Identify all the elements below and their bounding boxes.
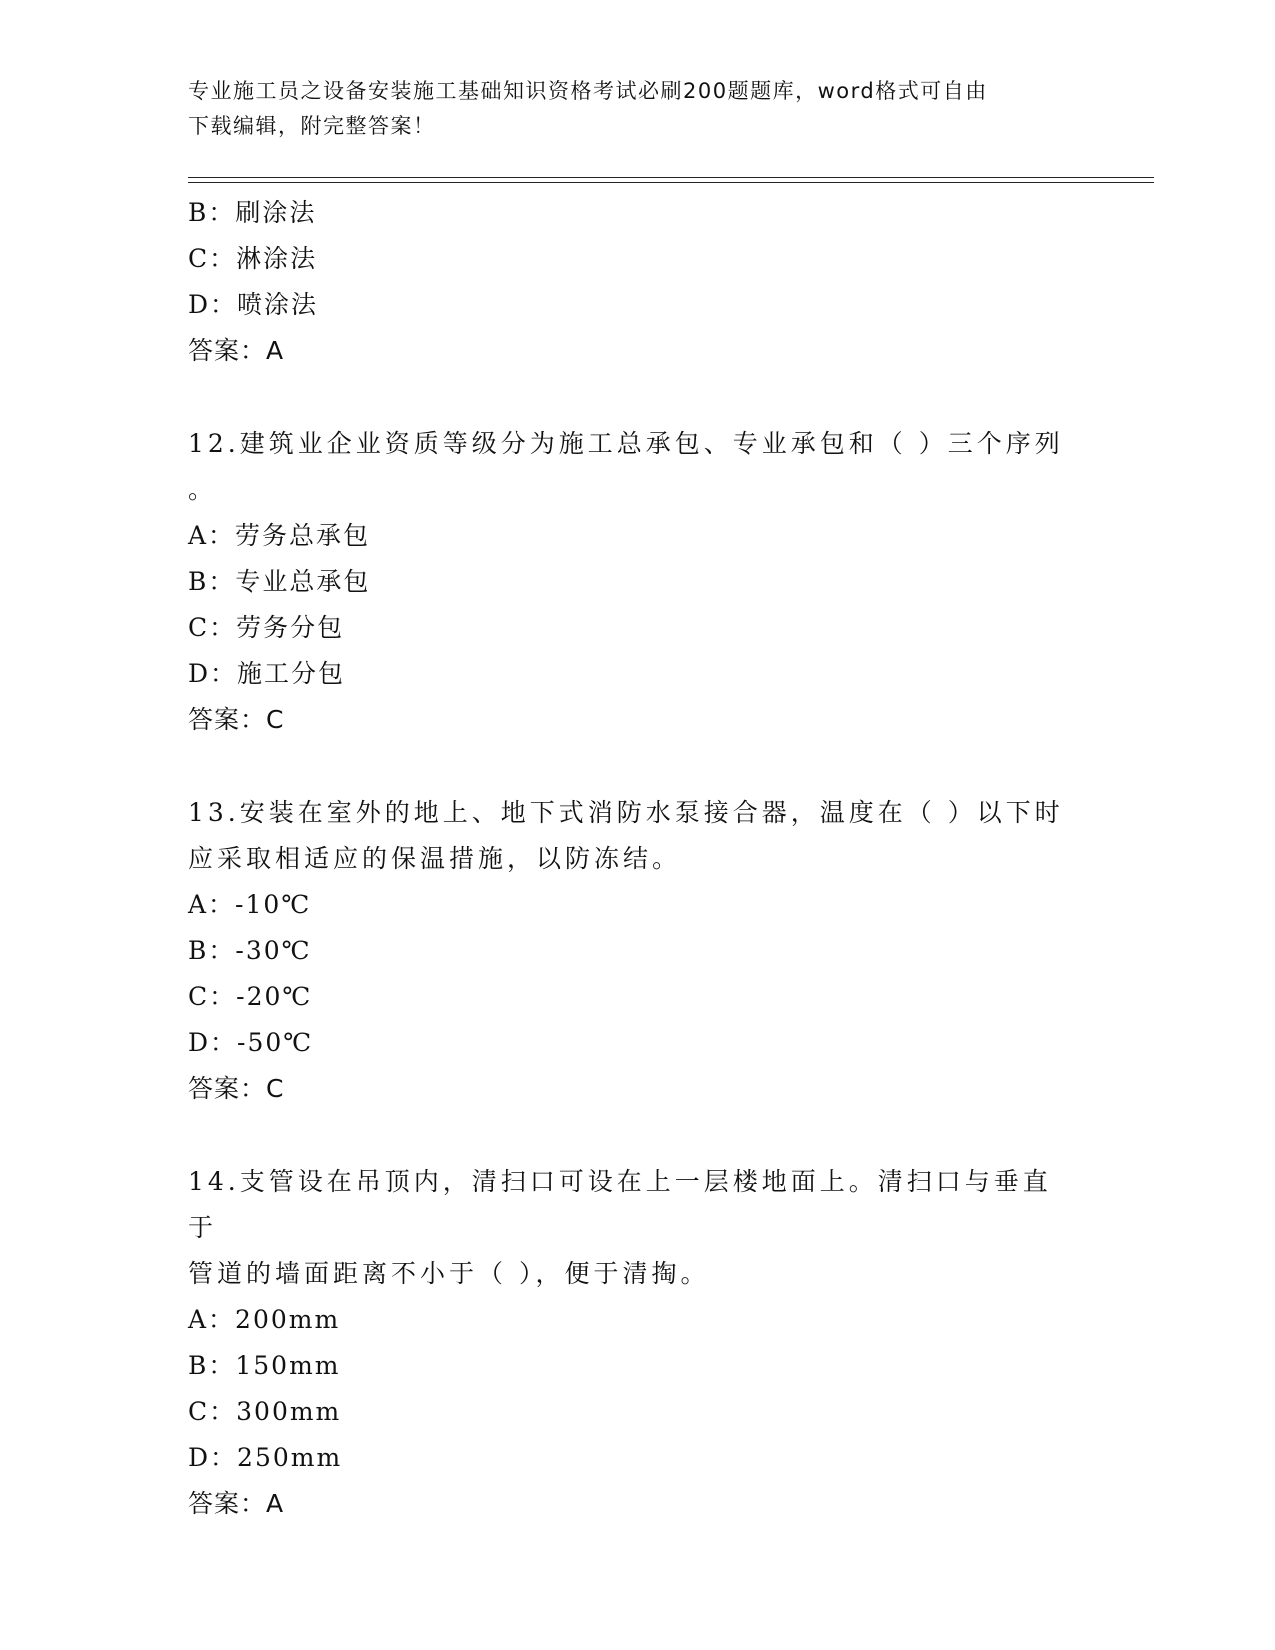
header-line-1: 专业施工员之设备安装施工基础知识资格考试必刷200题题库，word格式可自由 <box>188 79 988 103</box>
option-c: C：-20℃ <box>188 982 313 1011</box>
option-b: B：刷涂法 <box>188 198 317 227</box>
option-b: B：150mm <box>188 1351 341 1380</box>
answer-line: 答案：C <box>188 705 285 734</box>
header-divider-bottom <box>188 182 1154 183</box>
question-stem-line-2: 。 <box>188 475 218 504</box>
question-stem-line-2: 管道的墙面距离不小于（ ），便于清掏。 <box>188 1259 710 1288</box>
question-stem <box>188 790 1068 882</box>
option-a: A：劳务总承包 <box>188 521 371 550</box>
option-d: D：喷涂法 <box>188 290 319 319</box>
question-14 <box>188 1159 1108 1527</box>
option-c: C：淋涂法 <box>188 244 318 273</box>
question-stem-line-1: 12.建筑业企业资质等级分为施工总承包、专业承包和（ ）三个序列 <box>188 429 1064 458</box>
prev-question-block <box>188 190 1108 374</box>
document-header <box>188 74 1088 144</box>
option-c: C：劳务分包 <box>188 613 345 642</box>
option-d: D：施工分包 <box>188 659 346 688</box>
question-stem-line-1: 13.安装在室外的地上、地下式消防水泵接合器，温度在（ ）以下时 <box>188 798 1064 827</box>
option-c: C：300mm <box>188 1397 342 1426</box>
question-stem <box>188 421 1068 513</box>
option-d: D：250mm <box>188 1443 343 1472</box>
question-13 <box>188 790 1108 1112</box>
answer-line: 答案：C <box>188 1074 285 1103</box>
option-a: A：-10℃ <box>188 890 312 919</box>
option-b: B：专业总承包 <box>188 567 371 596</box>
option-a: A：200mm <box>188 1305 341 1334</box>
header-line-2: 下载编辑，附完整答案！ <box>188 114 436 138</box>
option-b: B：-30℃ <box>188 936 312 965</box>
header-divider-top <box>188 177 1154 178</box>
question-list <box>188 190 1108 1527</box>
answer-line: 答案：A <box>188 336 285 365</box>
option-d: D：-50℃ <box>188 1028 314 1057</box>
question-stem <box>188 1159 1068 1297</box>
answer-line: 答案：A <box>188 1489 285 1518</box>
question-stem-line-2: 应采取相适应的保温措施，以防冻结。 <box>188 844 682 873</box>
question-12 <box>188 421 1108 743</box>
question-stem-line-1: 14.支管设在吊顶内，清扫口可设在上一层楼地面上。清扫口与垂直于 <box>188 1167 1052 1242</box>
